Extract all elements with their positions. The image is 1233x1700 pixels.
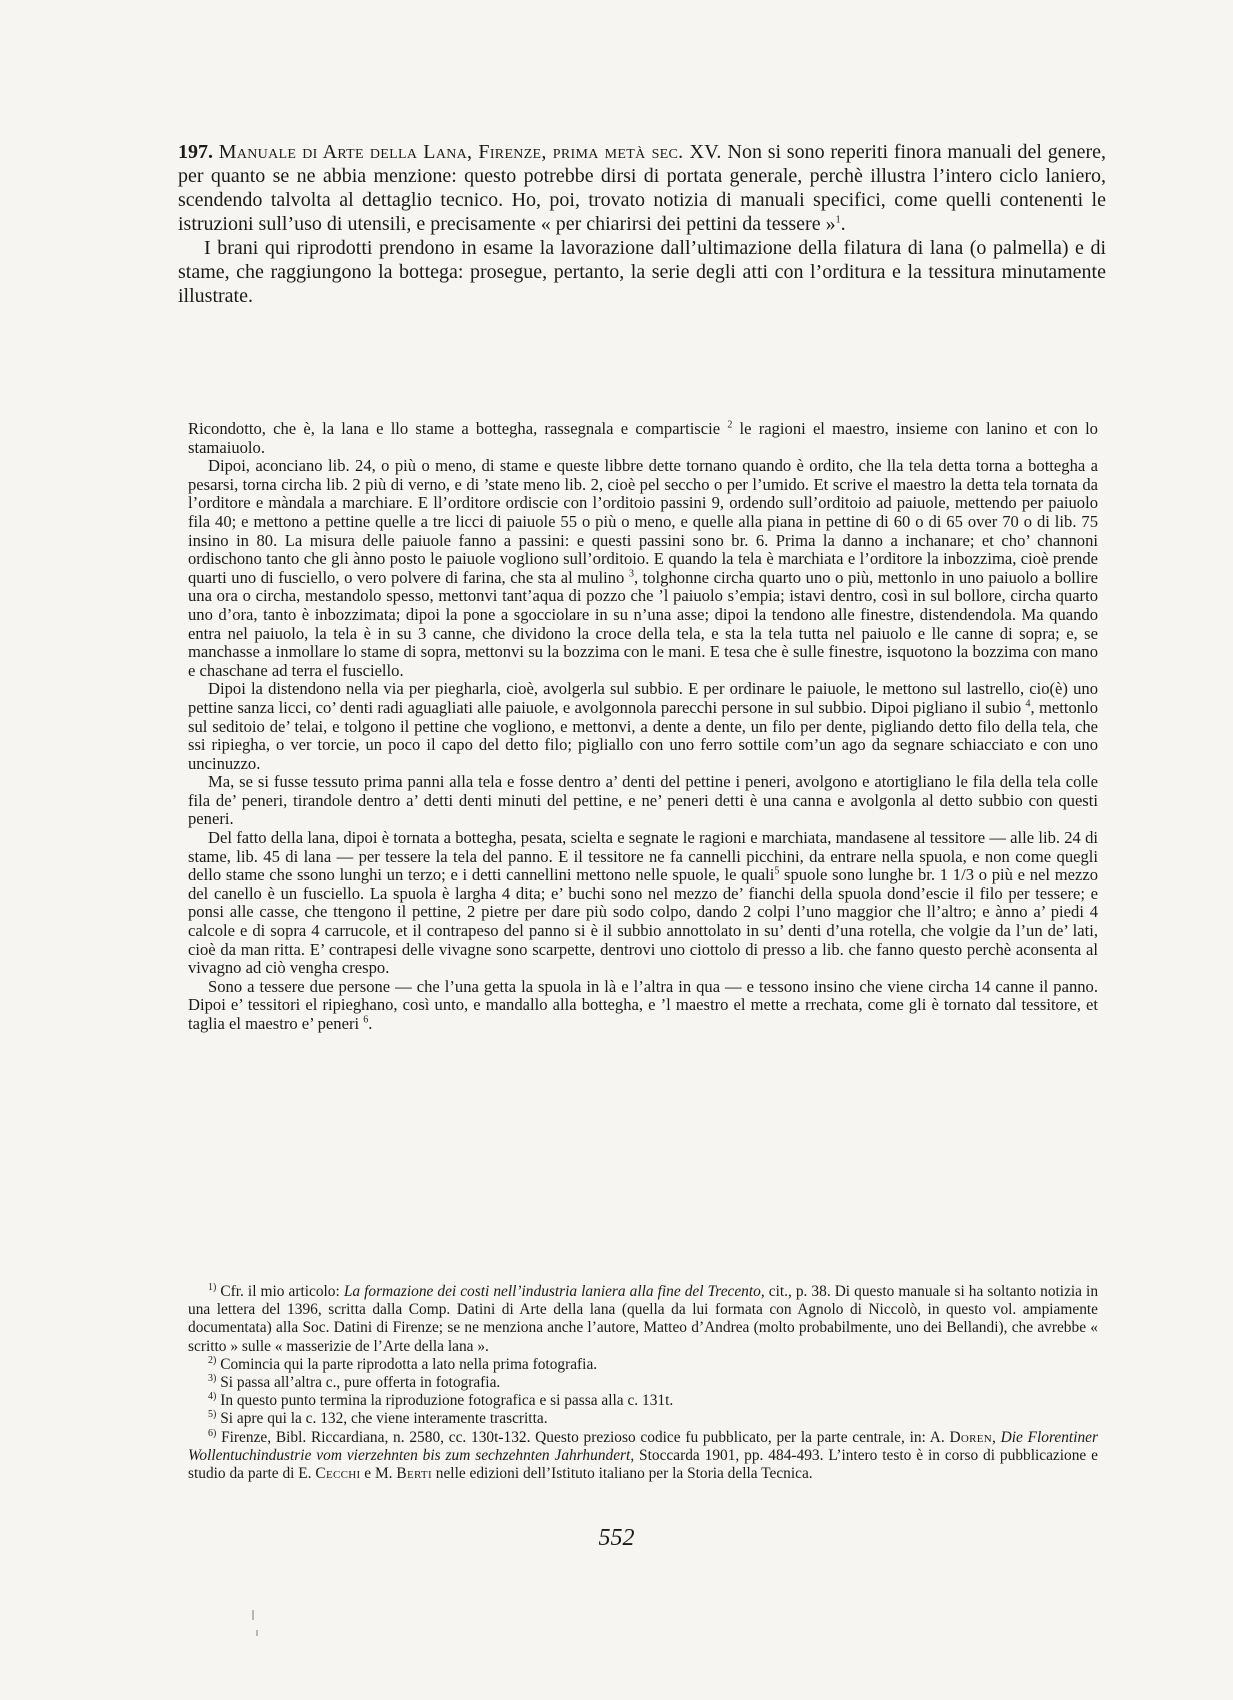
footnote-marker: 3): [208, 1372, 217, 1384]
transcript-paragraph-5: [188, 829, 1098, 978]
transcript-text: , mettonlo sul seditoio de’ telai, e tolgono il pettine che vogliono, e mettonvi, a dente a dente, un filo per dente, pigliando detto filo della tela, che ssi ripiegha, o ver torcie, un poco il capo del detto filo; pigliallo con uno ferro sottile com’un ago da segnare schiacciato e con uno uncinuzzo.: [188, 697, 1099, 773]
footnote-marker: 5): [208, 1409, 217, 1421]
footnote-text: ,: [992, 1428, 1001, 1446]
footnote-marker: 6): [208, 1427, 217, 1439]
note-ref-1[interactable]: 1: [835, 214, 841, 226]
footnote-4: [188, 1392, 1098, 1410]
transcript-paragraph-4: Ma, se si fusse tessuto prima panni alla tela e fosse dentro a’ denti del pettine i peneri, avolgono e atortigliano le fila della tela colle fila de’ peneri, tirandole dentro a’ detti denti minuti del pettine, e ne’ peneri detti è una canna e avolgonla al detto subbio con questi peneri.: [188, 772, 1098, 829]
footnote-1: [188, 1283, 1098, 1356]
footnote-text: Si passa all’altra c., pure offerta in fotografia.: [216, 1374, 501, 1392]
footnote-marker: 1): [208, 1281, 217, 1293]
transcript-text: spuole sono lunghe br. 1 1/3 o più e nel mezzo del canello è un fusciello. La spuola è largha 4 dita; e’ buchi sono nel mezzo de’ fianchi della spuola dond’escie il filo per tessere; e ponsi alle casse, che ttengono il pettine, 2 pietre per dare più sodo colpo, dando 2 colpi l’uno maggior che ll’altro; e ànno a’ piedi 4 calcole e di sopra 4 carrucole, et il contrapeso del panno si è il subbio annottolato in su’ denti d’una rotella, che volgie da l’un de’ lati, cioè da man ritta. E’ contrapesi delle vivagne sono scarpette, dentrovi uno ciottolo di presso a lib. che fanno questo perchè aconsenta al vivagno ad ciò vengha crespo.: [188, 865, 1098, 978]
footnotes: [188, 1283, 1098, 1483]
page-number: 552: [598, 1525, 635, 1551]
transcript-paragraph-3: [188, 680, 1098, 773]
transcript-text: Del fatto della lana, dipoi è tornata a bottegha, pesata, scielta e segnate le ragioni e marchiata, mandasene al tessitore — alle lib. 24 di stame, lib. 45 di lana — per tessere la tela del panno. E il tessitore ne fa cannelli picchini, da entrare nella spuola, e non come quegli dello stame che ssono lunghi un terzo; e i detti cannellini mettono nelle spuole, le quali: [188, 828, 1098, 885]
entry-paragraph-1: [178, 140, 1106, 236]
transcript-text: Dipoi, aconciano lib. 24, o più o meno, di stame e queste libbre dette tornano quando è ordito, che lla tela detta torna a bottegha a pesarsi, torna circha lib. 2 più di verno, e di ’state meno lib. 2, cioè pel seccho o per l’umido. Et scrive el maestro la detta tela tornata da l’orditore e màndala a marchiare. E ll’orditore ordiscie con l’orditoio passini 9, ordendo sull’orditoio ad paiuole, mettendo per paiuolo fila 40; e mettono a pettine quelle a tre licci di paiuole 55 o più o meno, e quelle alla piana in pettine di 60 o di 65 over 70 o di lib. 75 insino in 80. La misura delle paiuole fanno a passini: e questi passini sono br. 6. Prima la danno a inchanare; et cho’ channoni ordischono tanto che gli ànno posto le paiuole vogliono sull’orditoio. E quando la tela è marchiata e l’orditore la inbozzima, cioè prende quarti uno di fusciello, o vero polvere di farina, che sta al mulino: [188, 456, 1098, 587]
transcript-paragraph-2: [188, 457, 1098, 680]
author-name: Berti: [396, 1465, 432, 1483]
footnote-text: e M.: [360, 1465, 397, 1483]
cited-article-title: La formazione dei costi nell’industria laniera alla fine del Trecento: [343, 1283, 761, 1300]
cited-book-title: Die Florentiner Wollentuchindustrie vom vierzehnten bis zum sechzehnten Jahrhundert: [188, 1428, 1098, 1464]
note-ref-4[interactable]: 4: [1025, 698, 1031, 710]
note-ref-2[interactable]: 2: [727, 419, 733, 431]
footnote-marker: 2): [208, 1354, 217, 1366]
footnote-marker: 4): [208, 1391, 217, 1403]
entry-title: Manuale di Arte della Lana, Firenze, prima metà sec. XV.: [218, 141, 722, 163]
footnote-text: Comincia qui la parte riprodotta a lato nella prima fotografia.: [216, 1355, 598, 1373]
catalog-entry: [178, 140, 1106, 308]
entry-text-1: Non si sono reperiti finora manuali del genere, per quanto se ne abbia menzione: questo potrebbe dirsi di portata generale, perchè illustra l’intero ciclo laniero, scendendo talvolta al dettaglio tecnico. Ho, poi, trovato notizia di manuali specifici, come quelli contenenti le istruzioni sull’uso di utensili, e precisamente « per chiarirsi dei pettini da tessere »: [178, 141, 1107, 235]
footnote-5: [188, 1410, 1098, 1428]
author-name: Doren: [949, 1428, 993, 1446]
paper-speck: [256, 1630, 258, 1636]
transcript-text: Ricondotto, che è, la lana e llo stame a bottegha, rassegnala e compartiscie: [188, 419, 721, 438]
transcript-text: .: [368, 1014, 373, 1033]
footnote-text: Firenze, Bibl. Riccardiana, n. 2580, cc. 130t-132. Questo prezioso codice fu pubblicato, per la parte centrale, in: A.: [216, 1428, 950, 1446]
footnote-text: Si apre qui la c. 132, che viene interamente trascritta.: [216, 1410, 548, 1428]
note-ref-3[interactable]: 3: [628, 568, 634, 580]
author-name: Cecchi: [315, 1465, 361, 1483]
footnote-text: Cfr. il mio articolo:: [216, 1283, 344, 1300]
paper-speck: [252, 1610, 254, 1620]
entry-text-1-end: .: [840, 213, 846, 235]
manuscript-transcription: [188, 420, 1098, 1034]
footnote-2: [188, 1356, 1098, 1374]
footnote-text: In questo punto termina la riproduzione fotografica e si passa alla c. 131t.: [216, 1392, 674, 1410]
transcript-paragraph-6: [188, 978, 1098, 1034]
transcript-text: Sono a tessere due persone — che l’una getta la spuola in là e l’altra in qua — e tessono insino che viene circha 14 canne il panno. Dipoi e’ tessitori el ripieghano, così unto, e mandallo alla bottegha, e ’l maestro el mette a rrechata, come gli è tornato dal tessitore, et taglia el maestro e’ peneri: [188, 976, 1098, 1033]
transcript-text: le ragioni el maestro, insieme con lanino et con lo stamaiuolo.: [188, 419, 1098, 457]
footnote-text: , Stoccarda 1901, pp. 484-493. L’intero testo è in corso di pubblicazione e studio da parte di E.: [188, 1446, 1098, 1483]
footnote-6: [188, 1429, 1098, 1484]
note-ref-6[interactable]: 6: [363, 1014, 369, 1026]
footnote-3: [188, 1374, 1098, 1392]
transcript-text: Dipoi la distendono nella via per piegharla, cioè, avolgerla sul subbio. E per ordinare le paiuole, le mettono sul lastrello, cio(è) uno pettine sanza licci, co’ denti radi aguagliati alle paiuole, e avolgonnola parecchi persone in sul subbio. Dipoi pigliano il subio: [188, 679, 1098, 717]
entry-number: 197.: [178, 141, 213, 163]
transcript-text: , tolghonne circha quarto uno o più, mettonlo in uno paiuolo a bollire una ora o circha, mestandolo spesso, mettonvi tant’aqua di pozzo che ’l paiuolo s’empia; istavi dentro, così in sul bollore, circha quarto uno d’ora, tanto è inbozzimata; dipoi la pone a sgocciolare in su n’una asse; dipoi la tendono alle finestre, distendendola. Ma quando entra nel paiuolo, la tela è in su 3 canne, che dividono la croce della tela, e sta la tela tutta nel paiuolo e lle canne di sopra; e, se manchasse a inmollare lo stame di sopra, mettonvi su la bozzima con le mani. E tesa che è sulle finestre, isquotono la bozzima con mano e chaschane ad terra el fusciello.: [188, 567, 1098, 680]
entry-paragraph-2: I brani qui riprodotti prendono in esame la lavorazione dall’ultimazione della filatura di lana (o palmella) e di stame, che raggiungono la bottega: prosegue, pertanto, la serie degli atti con l’orditura e la tessitura minutamente illustrate.: [178, 237, 1106, 307]
note-ref-5[interactable]: 5: [774, 865, 780, 877]
transcript-paragraph-1: [188, 420, 1098, 457]
footnote-text: , cit., p. 38. Di questo manuale si ha soltanto notizia in una lettera del 1396, scritta dalla Comp. Datini di Arte della lana (quella da lui formata con Agnolo di Niccolò, in questo vol. ampiamente documentata) alla Soc. Datini di Firenze; se ne menziona anche l’autore, Matteo d’Andrea (molto probabilmente, uno dei Bellandi), che avrebbe « scritto » sulle « masserizie de l’Arte della lana ».: [188, 1283, 1099, 1355]
footnote-text: nelle edizioni dell’Istituto italiano per la Storia della Tecnica.: [431, 1465, 813, 1483]
